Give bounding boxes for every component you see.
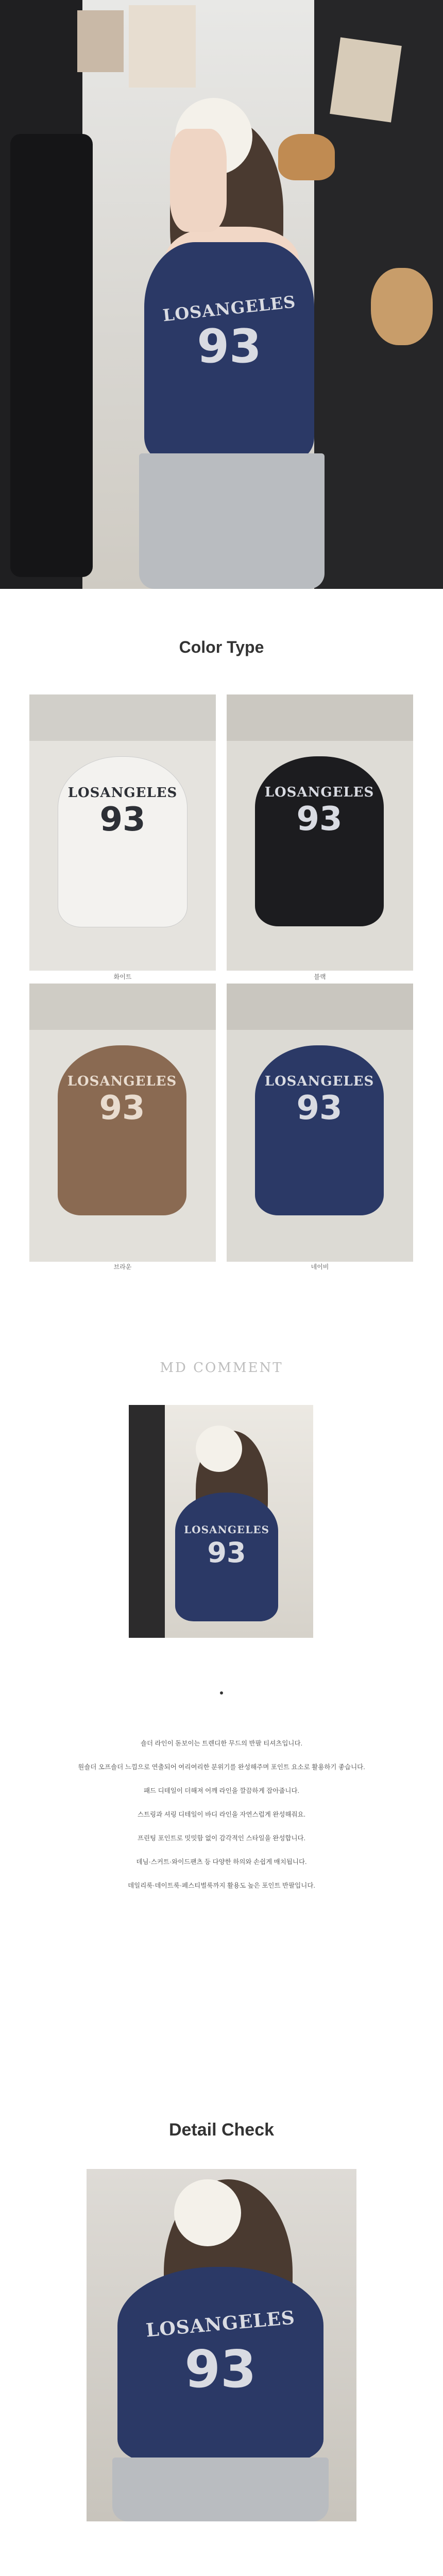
color-label-white: 화이트 <box>113 973 132 980</box>
detail-check-title: Detail Check <box>168 2120 275 2140</box>
color-swatch-brown[interactable] <box>29 984 216 1262</box>
swatch-print-text: LOSANGELES <box>264 785 374 800</box>
md-print-number: 93 <box>207 1536 246 1569</box>
color-swatch-black[interactable] <box>227 694 413 971</box>
swatch-print-text: LOSANGELES <box>67 785 178 801</box>
md-line-5: 프린팅 포인트로 밋밋함 없이 감각적인 스타일을 완성합니다. <box>137 1835 306 1842</box>
swatch-print-text: LOSANGELES <box>264 1074 374 1089</box>
color-swatch-white[interactable] <box>29 694 216 971</box>
md-line-3: 패드 디테일이 더해져 어깨 라인을 깔끔하게 잡아줍니다. <box>143 1787 300 1794</box>
md-comment-photo <box>129 1405 313 1638</box>
md-comment-title: MD COMMENT <box>160 1360 283 1376</box>
md-line-2: 원숄더 오프숄더 느낌으로 연출되어 여리여리한 분위기를 완성해주며 포인트 요소로 활용하기 좋습니다. <box>78 1764 365 1771</box>
detail1-print-text: LOSANGELES <box>145 2307 296 2342</box>
md-line-7: 데일리룩·데이트룩·페스티벌룩까지 활용도 높은 포인트 반팔입니다. <box>128 1882 315 1889</box>
md-line-4: 스트링과 셔링 디테일이 바디 라인을 자연스럽게 완성해줘요. <box>137 1811 306 1818</box>
swatch-print-text: LOSANGELES <box>67 1074 177 1089</box>
color-label-black: 블랙 <box>314 973 326 980</box>
color-label-navy: 네이비 <box>311 1263 329 1270</box>
swatch-print-number: 93 <box>296 800 343 838</box>
detail-photo-1 <box>87 2169 356 2521</box>
swatch-print-number: 93 <box>296 1089 343 1127</box>
md-divider-dot <box>220 1691 223 1694</box>
color-swatch-navy[interactable] <box>227 984 413 1262</box>
hero-print-number: 93 <box>197 319 262 374</box>
hero-photo <box>0 0 443 589</box>
color-label-brown: 브라운 <box>113 1263 132 1270</box>
hero-print-text: LOSANGELES <box>162 292 297 326</box>
md-line-1: 숄더 라인이 돋보이는 트렌디한 무드의 반팔 티셔츠입니다. <box>140 1740 303 1747</box>
md-print-text: LOSANGELES <box>184 1523 269 1536</box>
md-line-6: 데님·스커트·와이드팬츠 등 다양한 하의와 손쉽게 매치됩니다. <box>136 1858 307 1866</box>
swatch-print-number: 93 <box>99 801 146 839</box>
swatch-print-number: 93 <box>99 1089 145 1127</box>
detail1-print-number: 93 <box>184 2339 257 2399</box>
color-type-title: Color Type <box>179 638 264 656</box>
